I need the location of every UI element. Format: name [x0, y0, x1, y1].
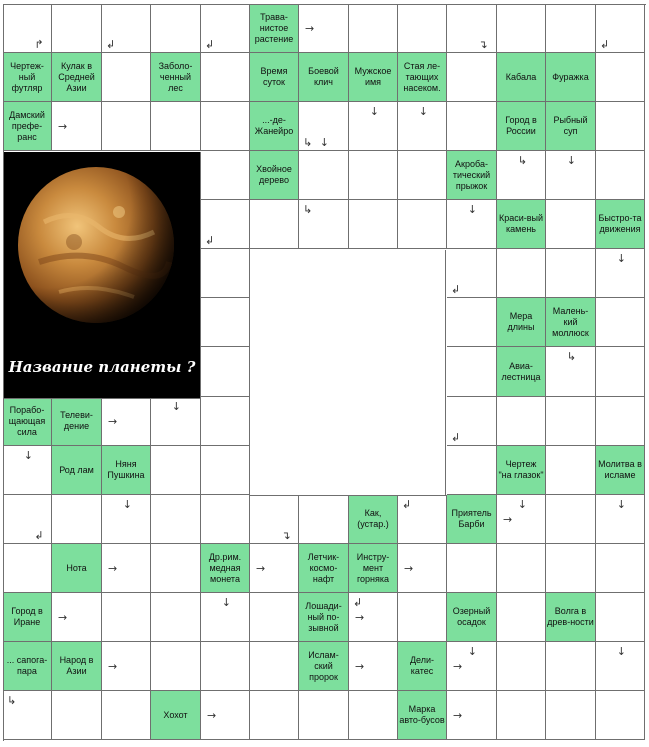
direction-arrow-icon: ↳ — [303, 203, 313, 216]
clue-cell — [497, 347, 546, 397]
answer-cell[interactable] — [201, 249, 250, 298]
answer-cell[interactable] — [546, 642, 596, 691]
clue-text: ... сапога-пара — [6, 655, 48, 676]
answer-cell[interactable] — [151, 544, 201, 593]
answer-cell[interactable] — [398, 4, 447, 53]
answer-cell[interactable] — [201, 298, 250, 347]
planet-image-panel — [4, 152, 201, 399]
clue-text: Боевой клич — [308, 66, 339, 87]
clue-text: Как, (устар.) — [357, 508, 389, 529]
answer-cell[interactable] — [497, 544, 546, 593]
answer-cell[interactable] — [250, 593, 299, 642]
clue-text: Нота — [66, 562, 87, 573]
direction-arrow-icon: → — [108, 414, 118, 428]
answer-cell[interactable] — [497, 642, 546, 691]
clue-text: Фуражка — [552, 71, 589, 82]
answer-cell[interactable] — [596, 397, 645, 446]
clue-text: Время суток — [260, 66, 288, 87]
clue-cell — [398, 691, 447, 740]
answer-cell[interactable] — [52, 691, 102, 740]
direction-arrow-icon: ↓ — [369, 105, 379, 118]
answer-cell[interactable] — [299, 691, 349, 740]
clue-cell — [299, 642, 349, 691]
direction-arrow-icon: ↓ — [616, 645, 626, 658]
clue-text: Дели-катес — [409, 655, 435, 676]
direction-arrow-icon: → — [108, 561, 118, 575]
clue-cell — [398, 53, 447, 102]
clue-cell — [52, 446, 102, 495]
answer-cell[interactable] — [596, 544, 645, 593]
clue-text: Мера длины — [507, 311, 535, 332]
clue-text: Стая ле-тающих насеком. — [403, 60, 441, 93]
direction-arrow-icon: ↓ — [221, 596, 231, 609]
answer-cell[interactable] — [447, 4, 497, 53]
direction-arrow-icon: ↱ — [34, 38, 44, 52]
answer-cell[interactable] — [151, 4, 201, 53]
direction-arrow-icon: ↓ — [566, 154, 576, 167]
answer-cell[interactable] — [546, 249, 596, 298]
direction-arrow-icon: ↓ — [616, 498, 626, 511]
clue-cell — [250, 53, 299, 102]
direction-arrow-icon: ↲ — [205, 234, 215, 248]
direction-arrow-icon: ↳ — [7, 694, 17, 707]
clue-text: Рыбный суп — [553, 115, 588, 136]
answer-cell[interactable] — [596, 151, 645, 200]
clue-text: Народ в Азии — [59, 655, 94, 676]
clue-cell — [447, 593, 497, 642]
direction-arrow-icon: ↲ — [451, 431, 461, 445]
direction-arrow-icon: → — [453, 659, 463, 673]
clue-text: Порабо-щающая сила — [8, 404, 46, 437]
clue-cell — [52, 397, 102, 446]
clue-text: Хвойное дерево — [256, 164, 292, 185]
answer-cell[interactable] — [250, 495, 299, 544]
answer-cell[interactable] — [201, 495, 250, 544]
clue-cell — [497, 446, 546, 495]
clue-text: Няня Пушкина — [107, 459, 145, 480]
answer-cell[interactable] — [398, 200, 447, 249]
answer-cell[interactable] — [201, 642, 250, 691]
clue-text: Быстро-та движения — [598, 213, 642, 234]
answer-cell[interactable] — [102, 102, 151, 151]
clue-cell — [250, 151, 299, 200]
clue-text: Заболо-ченный лес — [158, 60, 193, 93]
direction-arrow-icon: ↲ — [600, 38, 610, 52]
clue-cell — [497, 53, 546, 102]
answer-cell[interactable] — [447, 446, 497, 495]
clue-text: Трава-нистое растение — [254, 11, 294, 44]
direction-arrow-icon: ↓ — [171, 400, 181, 413]
answer-cell[interactable] — [201, 347, 250, 397]
answer-cell[interactable] — [3, 4, 52, 53]
clue-cell — [398, 642, 447, 691]
clue-text: Малень-кий моллюск — [552, 305, 589, 338]
direction-arrow-icon: ↓ — [319, 136, 329, 150]
clue-cell — [349, 53, 398, 102]
clue-text: Инстру-мент горняка — [356, 551, 390, 584]
answer-cell[interactable] — [201, 53, 250, 102]
clue-text: Кулак в Средней Азии — [58, 60, 95, 93]
direction-arrow-icon: ↓ — [23, 449, 33, 462]
clue-cell — [546, 102, 596, 151]
clue-cell — [596, 446, 645, 495]
answer-cell[interactable] — [52, 4, 102, 53]
clue-text: Дамский префе-ранс — [9, 109, 45, 142]
answer-cell[interactable] — [596, 347, 645, 397]
direction-arrow-icon: ↲ — [451, 283, 461, 297]
answer-cell[interactable] — [447, 53, 497, 102]
blank-center-area — [250, 250, 446, 496]
clue-text: Род лам — [59, 464, 94, 475]
clue-text: Лошади-ный по-зывной — [305, 600, 342, 633]
clue-text: Волга в древ-ности — [547, 606, 594, 627]
answer-cell[interactable] — [299, 495, 349, 544]
answer-cell[interactable] — [398, 593, 447, 642]
direction-arrow-icon: → — [108, 659, 118, 673]
clue-cell — [299, 593, 349, 642]
clue-cell — [299, 53, 349, 102]
answer-cell[interactable] — [546, 495, 596, 544]
answer-cell[interactable] — [497, 593, 546, 642]
answer-cell[interactable] — [349, 200, 398, 249]
clue-text: Чертеж-ный футляр — [10, 60, 44, 93]
clue-cell — [299, 544, 349, 593]
answer-cell[interactable] — [201, 102, 250, 151]
answer-cell[interactable] — [52, 495, 102, 544]
answer-cell[interactable] — [201, 446, 250, 495]
direction-arrow-icon: ↳ — [517, 154, 527, 167]
clue-cell — [349, 544, 398, 593]
clue-cell — [3, 593, 52, 642]
clue-text: ...-де-Жанейро — [254, 115, 294, 136]
answer-cell[interactable] — [102, 53, 151, 102]
clue-text: Др.рим. медная монета — [208, 551, 242, 584]
clue-text: Ислам-ский пророк — [308, 649, 339, 682]
direction-arrow-icon: ↲ — [205, 38, 215, 52]
answer-cell[interactable] — [497, 4, 546, 53]
clue-cell — [151, 691, 201, 740]
direction-arrow-icon: → — [58, 610, 68, 624]
answer-cell[interactable] — [546, 446, 596, 495]
answer-cell[interactable] — [102, 593, 151, 642]
direction-arrow-icon: ↓ — [467, 645, 477, 658]
clue-text: Летчик-космо-нафт — [307, 551, 340, 584]
clue-text: Телеви-дение — [60, 410, 93, 431]
answer-cell[interactable] — [447, 298, 497, 347]
answer-cell[interactable] — [151, 495, 201, 544]
answer-cell[interactable] — [250, 691, 299, 740]
grid-top-border — [3, 4, 646, 5]
answer-cell[interactable] — [497, 397, 546, 446]
direction-arrow-icon: → — [58, 119, 68, 133]
answer-cell[interactable] — [151, 593, 201, 642]
clue-cell — [3, 53, 52, 102]
answer-cell[interactable] — [596, 593, 645, 642]
clue-text: Молитва в исламе — [598, 459, 642, 480]
answer-cell[interactable] — [447, 102, 497, 151]
answer-cell[interactable] — [546, 200, 596, 249]
clue-cell — [497, 200, 546, 249]
clue-cell — [349, 495, 398, 544]
direction-arrow-icon: → — [453, 708, 463, 722]
clue-cell — [52, 642, 102, 691]
direction-arrow-icon: ↓ — [467, 203, 477, 216]
clue-cell — [52, 544, 102, 593]
clue-text: Марка авто-бусов — [399, 704, 445, 725]
direction-arrow-icon: ↲ — [402, 498, 412, 511]
answer-cell[interactable] — [151, 102, 201, 151]
direction-arrow-icon: ↴ — [281, 529, 291, 543]
answer-cell[interactable] — [3, 544, 52, 593]
answer-cell[interactable] — [151, 642, 201, 691]
answer-cell[interactable] — [201, 151, 250, 200]
clue-cell — [447, 151, 497, 200]
answer-cell[interactable] — [250, 200, 299, 249]
direction-arrow-icon: → — [355, 610, 365, 624]
answer-cell[interactable] — [349, 4, 398, 53]
answer-cell[interactable] — [596, 691, 645, 740]
clue-text: Краси-вый камень — [498, 213, 544, 234]
clue-cell — [497, 298, 546, 347]
clue-text: Приятель Барби — [451, 508, 492, 529]
direction-arrow-icon: → — [404, 561, 414, 575]
answer-cell[interactable] — [546, 4, 596, 53]
clue-cell — [250, 4, 299, 53]
direction-arrow-icon: → — [305, 21, 315, 35]
answer-cell[interactable] — [546, 691, 596, 740]
clue-cell — [102, 446, 151, 495]
clue-cell — [546, 298, 596, 347]
direction-arrow-icon: → — [207, 708, 217, 722]
direction-arrow-icon: ↓ — [517, 498, 527, 511]
clue-text: Акроба-тический прыжок — [452, 158, 491, 191]
clue-text: Чертеж "на глазок" — [498, 459, 544, 480]
direction-arrow-icon: ↓ — [418, 105, 428, 118]
clue-text: Город в Иране — [11, 606, 43, 627]
answer-cell[interactable] — [3, 495, 52, 544]
direction-arrow-icon: → — [355, 659, 365, 673]
clue-text: Кабала — [505, 71, 537, 82]
direction-arrow-icon: ↓ — [616, 252, 626, 265]
answer-cell[interactable] — [250, 642, 299, 691]
answer-cell[interactable] — [398, 151, 447, 200]
answer-cell[interactable] — [596, 53, 645, 102]
answer-cell[interactable] — [546, 544, 596, 593]
clue-cell — [497, 102, 546, 151]
clue-cell — [3, 642, 52, 691]
answer-cell[interactable] — [447, 544, 497, 593]
clue-text: Хохот — [163, 709, 188, 720]
clue-cell — [3, 397, 52, 446]
answer-cell[interactable] — [546, 397, 596, 446]
clue-cell — [447, 495, 497, 544]
answer-cell[interactable] — [497, 249, 546, 298]
clue-cell — [596, 200, 645, 249]
clue-text: Авиа-лестница — [501, 360, 541, 382]
clue-cell — [201, 544, 250, 593]
clue-cell — [151, 53, 201, 102]
answer-cell[interactable] — [349, 151, 398, 200]
direction-arrow-icon: ↳ — [566, 350, 576, 363]
direction-arrow-icon: → — [503, 512, 513, 526]
clue-cell — [250, 102, 299, 151]
clue-cell — [52, 53, 102, 102]
direction-arrow-icon: ↲ — [353, 596, 363, 609]
answer-cell[interactable] — [201, 397, 250, 446]
planet-caption: Название планеты ? — [8, 358, 196, 376]
direction-arrow-icon: ↴ — [478, 38, 488, 52]
answer-cell[interactable] — [151, 446, 201, 495]
clue-cell — [3, 102, 52, 151]
clue-text: Озерный осадок — [452, 606, 491, 627]
answer-cell[interactable] — [596, 298, 645, 347]
clue-text: Город в России — [505, 115, 537, 136]
answer-cell[interactable] — [102, 691, 151, 740]
direction-arrow-icon: ↓ — [122, 498, 132, 511]
direction-arrow-icon: ↳ — [303, 136, 313, 150]
direction-arrow-icon: ↲ — [34, 529, 44, 543]
direction-arrow-icon: ↲ — [106, 38, 116, 52]
answer-cell[interactable] — [299, 151, 349, 200]
answer-cell[interactable] — [349, 691, 398, 740]
answer-cell[interactable] — [447, 347, 497, 397]
clue-cell — [546, 593, 596, 642]
clue-text: Мужское имя — [354, 66, 392, 87]
answer-cell[interactable] — [497, 691, 546, 740]
direction-arrow-icon: → — [256, 561, 266, 575]
answer-cell[interactable] — [596, 102, 645, 151]
clue-cell — [546, 53, 596, 102]
